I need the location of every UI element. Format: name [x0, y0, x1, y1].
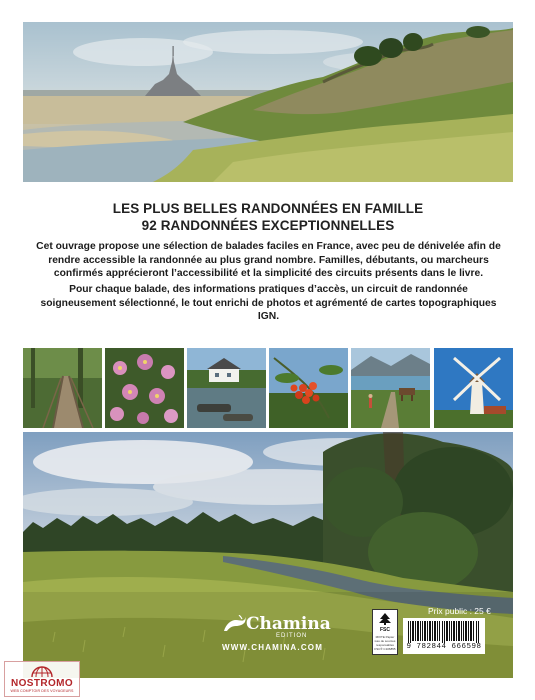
- watermark-tagline: WEB COMPTOIR DES VOYAGEURS: [10, 689, 74, 693]
- description-paragraph-2: Pour chaque balade, des informations pratiques d’accès, un circuit de randonnée soigneusement sélectionné, le tout enrichi de photos et agrémenté de cartes topographiques IGN.: [40, 284, 497, 323]
- thumbnail-horse-riders: [351, 348, 430, 428]
- headline-subtitle: 92 RANDONNÉES EXCEPTIONNELLES: [141, 218, 395, 233]
- fsc-detail: MIXTE Papier issu de sources responsables FSC® C106855: [374, 635, 396, 651]
- fsc-badge: [372, 609, 398, 655]
- description-paragraph-1: Cet ouvrage propose une sélection de balades faciles en France, avec peu de dénivelée afin de rendre accessible la randonnée au plus grand nombre. Familles, débutants, ou marcheurs confirmés apprécieront l’accessibilité et la simplicité des circuits présents dans le livre.: [36, 241, 501, 280]
- price-label: Prix public : 25 €: [428, 606, 491, 616]
- isbn-number: 9 782844 666598: [406, 643, 482, 651]
- publisher-website: WWW.CHAMINA.COM: [222, 643, 324, 652]
- globe-icon: [30, 663, 54, 677]
- headline: [23, 200, 513, 234]
- publisher-name: Chamina: [246, 614, 331, 634]
- thumbnail-windmill: [434, 348, 513, 428]
- thumbnail-boardwalk: [23, 348, 102, 428]
- publisher-logo: [222, 612, 332, 656]
- publisher-imprint: EDITION: [276, 633, 308, 639]
- thumbnail-lakeside-house: [187, 348, 266, 428]
- mont-saint-michel-photo: [23, 22, 513, 182]
- chamois-icon: [222, 615, 248, 633]
- photo-strip: [23, 348, 513, 428]
- fsc-tree-icon: [378, 613, 392, 625]
- isbn-barcode: [403, 618, 485, 654]
- watermark-name: NOSTROMO: [10, 678, 74, 689]
- barcode-bars: [408, 621, 480, 643]
- thumbnail-rowan-berries: [269, 348, 348, 428]
- thumbnail-wild-roses: [105, 348, 184, 428]
- retailer-watermark: [4, 661, 80, 697]
- fsc-label: FSC: [380, 627, 390, 633]
- headline-title: LES PLUS BELLES RANDONNÉES EN FAMILLE: [112, 201, 424, 216]
